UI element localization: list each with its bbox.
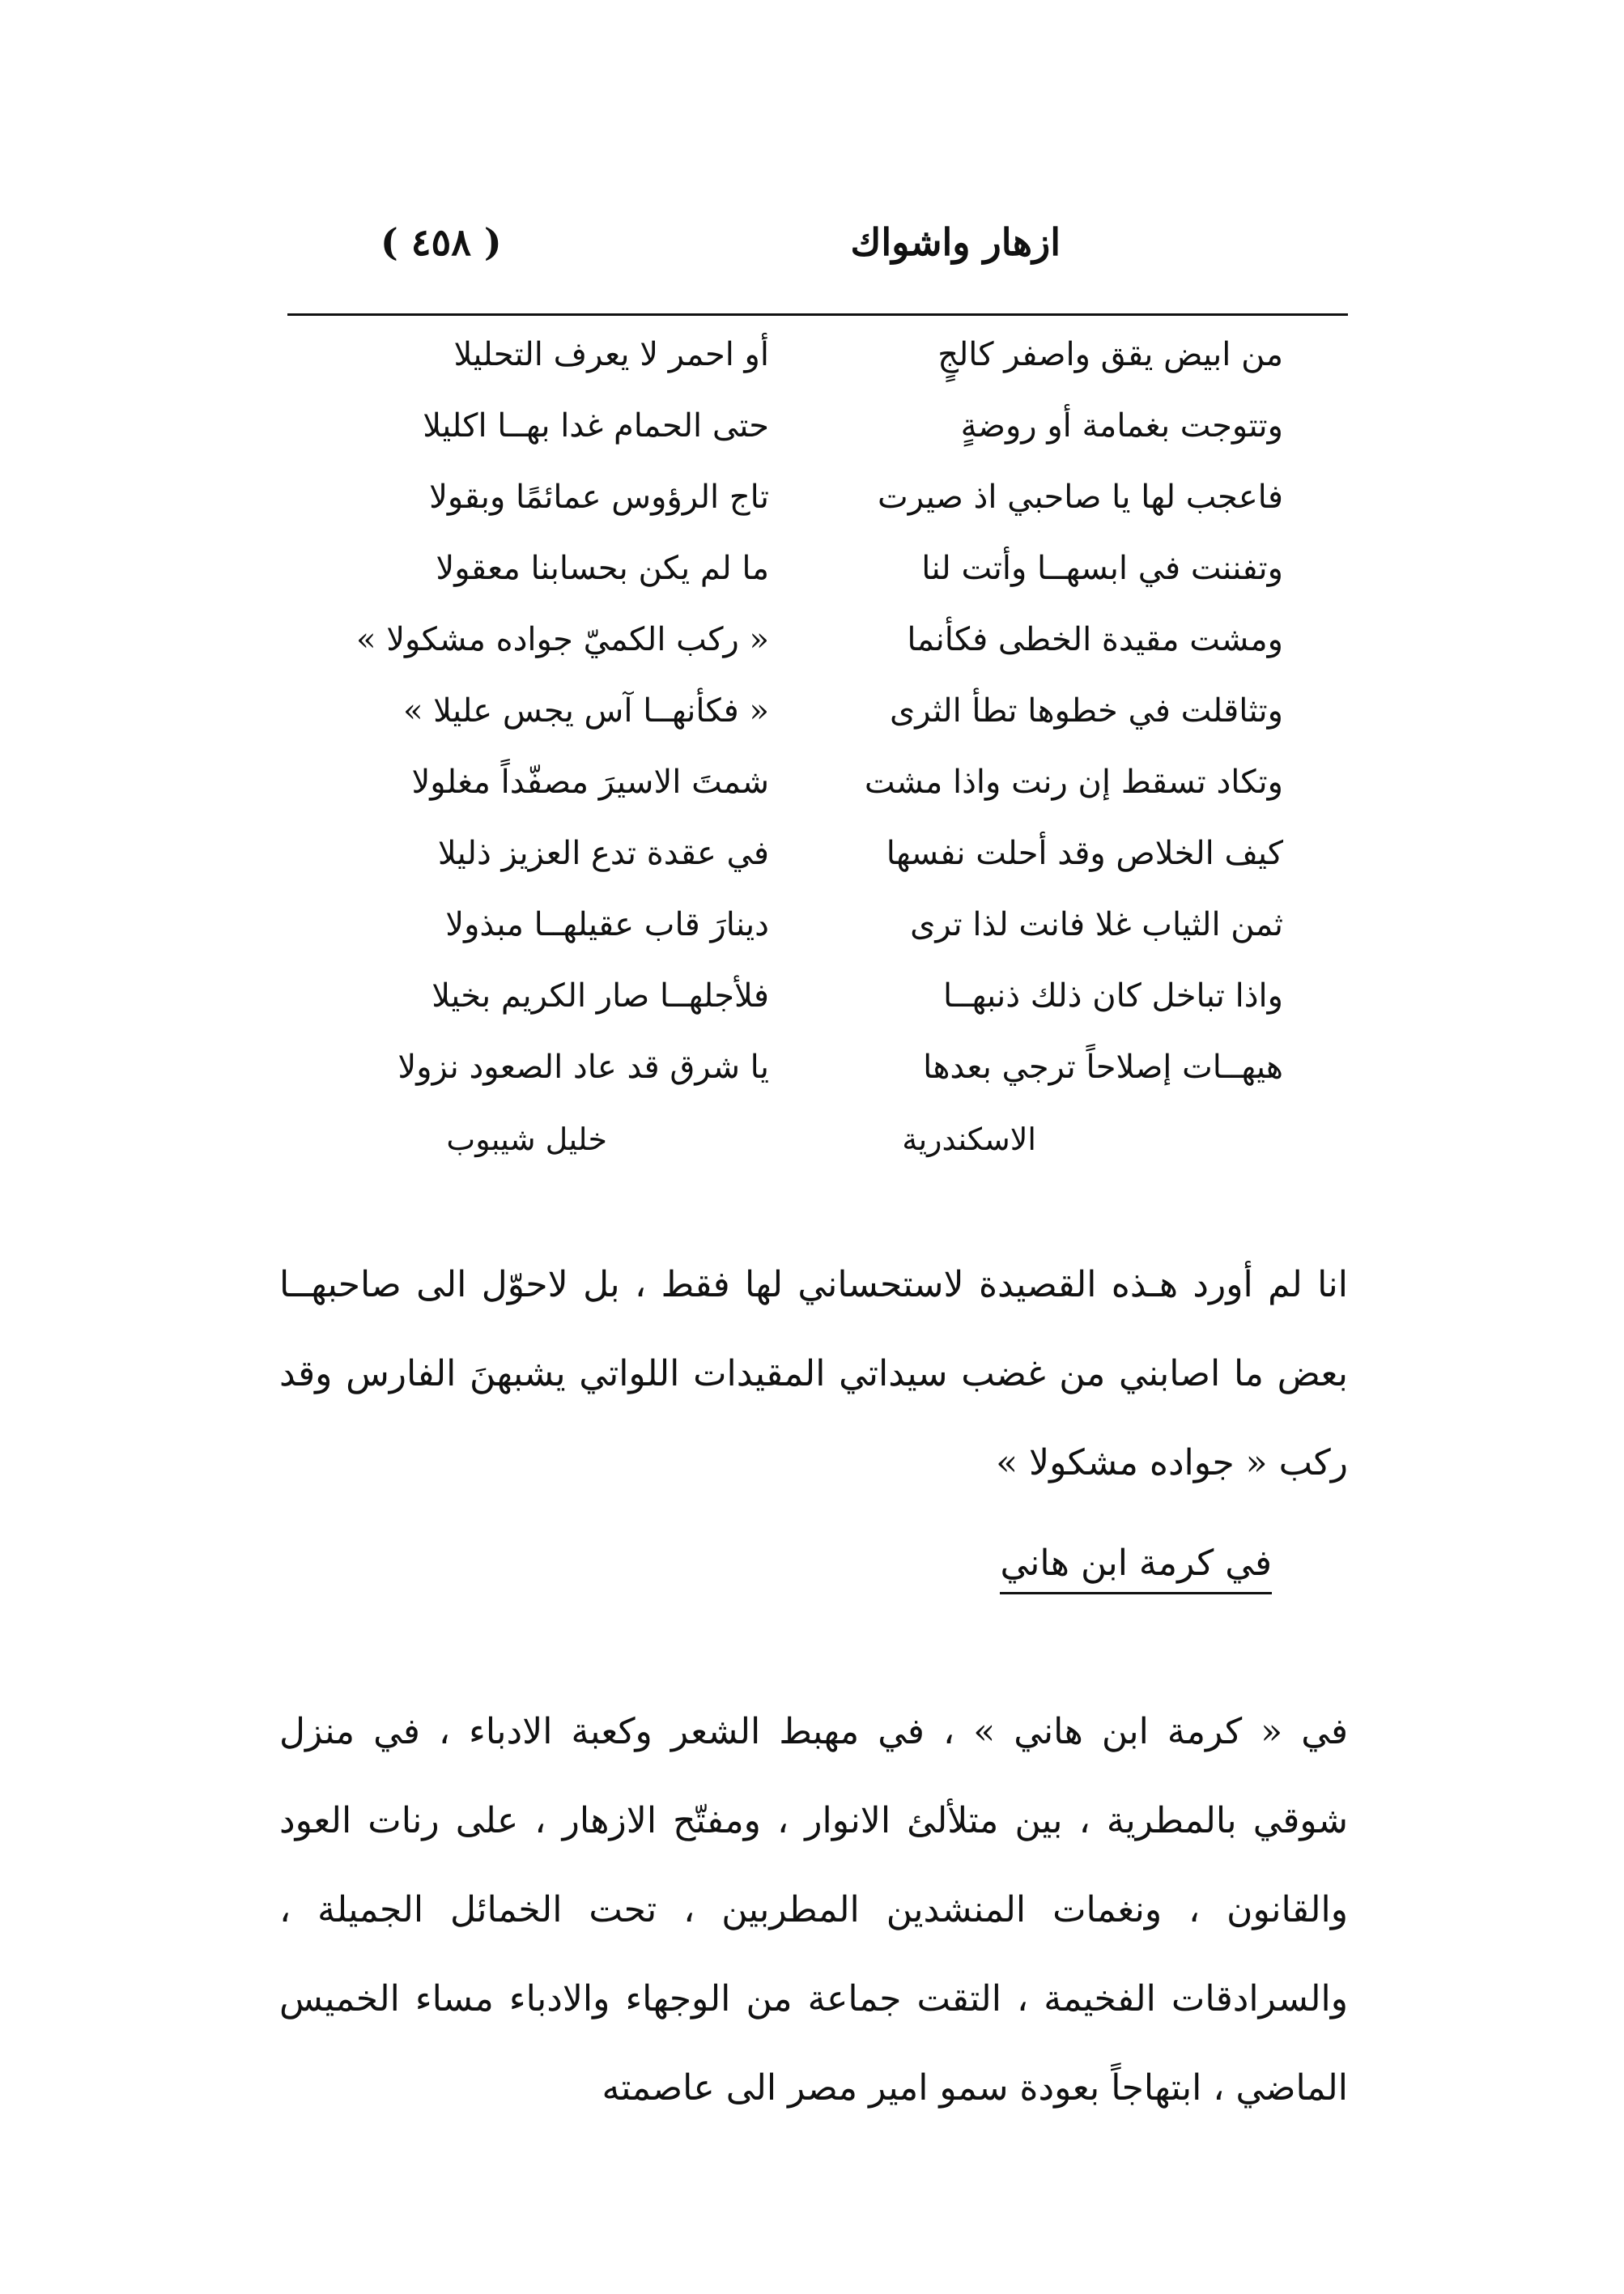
verse (320, 1041, 1283, 1112)
article-paragraph: في « كرمة ابن هاني » ، في مهبط الشعر وكعبة الادباء ، في منزل شوقي بالمطرية ، بين متلألئ الانوار ، ومفتّح الازهار ، على رنات العود والقانون ، ونغمات المنشدين المطربين ، تحت الخمائل الجميلة ، والسرادقات الفخيمة ، التقت جماعة من الوجهاء والادباء مساء الخميس الماضي ، ابتهاجاً بعودة سمو امير مصر الى عاصمته (279, 1711, 1348, 2109)
verse-second-half: فلأجلهــا صار الكريم بخيلا (432, 977, 769, 1015)
poem-place: الاسكندرية (902, 1121, 1036, 1157)
verse (320, 898, 1283, 969)
verse-first-half: واذا تباخل كان ذلك ذنبهــا (942, 977, 1283, 1015)
verse (320, 755, 1283, 827)
verse (320, 328, 1283, 399)
verse-second-half: يا شرق قد عاد الصعود نزولا (397, 1049, 769, 1086)
verse-first-half: هيهــات إصلاحاً ترجي بعدها (923, 1049, 1283, 1086)
verse-second-half: في عقدة تدع العزيز ذليلا (437, 835, 769, 872)
verse-second-half: تاج الرؤوس عمائمًا وبقولا (429, 479, 769, 516)
verse-second-half: دينارَ قاب عقيلهــا مبذولا (445, 906, 769, 943)
verse (320, 969, 1283, 1041)
verse-first-half: فاعجب لها يا صاحبي اذ صيرت (878, 479, 1283, 516)
poem-signature (320, 1112, 1283, 1185)
verse-second-half: شمتَ الاسيرَ مصفّداً مغلولا (411, 764, 769, 801)
verse-second-half: « فكأنهــا آس يجس عليلا » (402, 692, 769, 730)
page-header (287, 220, 1348, 293)
verse (320, 684, 1283, 755)
poet-name: خليل شيبوب (446, 1121, 607, 1157)
verse-first-half: من ابيض يقق واصفر كالجٍ (937, 336, 1283, 373)
verse (320, 470, 1283, 542)
verse-second-half: ما لم يكن بحسابنا معقولا (436, 550, 769, 587)
verse (320, 399, 1283, 470)
verse (320, 613, 1283, 684)
verse-first-half: وتكاد تسقط إن رنت واذا مشت (864, 764, 1283, 801)
section-title: في كرمة ابن هاني (1000, 1543, 1272, 1594)
verse-second-half: حتى الحمام غدا بهــا اكليلا (423, 407, 769, 445)
verse (320, 827, 1283, 898)
running-title: ازهار واشواك (850, 220, 1061, 264)
poem (320, 328, 1283, 1185)
verse-first-half: كيف الخلاص وقد أحلت نفسها (886, 835, 1283, 872)
verse-first-half: ثمن الثياب غلا فانت لذا ترى (910, 906, 1283, 943)
verse-first-half: وتتوجت بغمامة أو روضةٍ (960, 407, 1283, 445)
verse-first-half: ومشت مقيدة الخطى فكأنما (907, 621, 1283, 658)
header-divider (287, 313, 1348, 316)
commentary-paragraph: انا لم أورد هـذه القصيدة لاستحساني لها فقط ، بل لاحوّل الى صاحبهــا بعض ما اصابني من غضب سيداتي المقيدات اللواتي يشبهنَ الفارس وقد ركب « جواده مشكولا » (279, 1264, 1348, 1483)
page-number: ( ٤٥٨ ) (380, 220, 502, 264)
verse-first-half: وتفننت في ابسهــا وأتت لنا (921, 550, 1283, 587)
verse-second-half: أو احمر لا يعرف التحليلا (453, 336, 769, 373)
verse-second-half: « ركب الكميّ جواده مشكولا » (356, 621, 769, 658)
verse (320, 542, 1283, 613)
verse-first-half: وتثاقلت في خطوها تطأ الثرى (889, 692, 1283, 730)
